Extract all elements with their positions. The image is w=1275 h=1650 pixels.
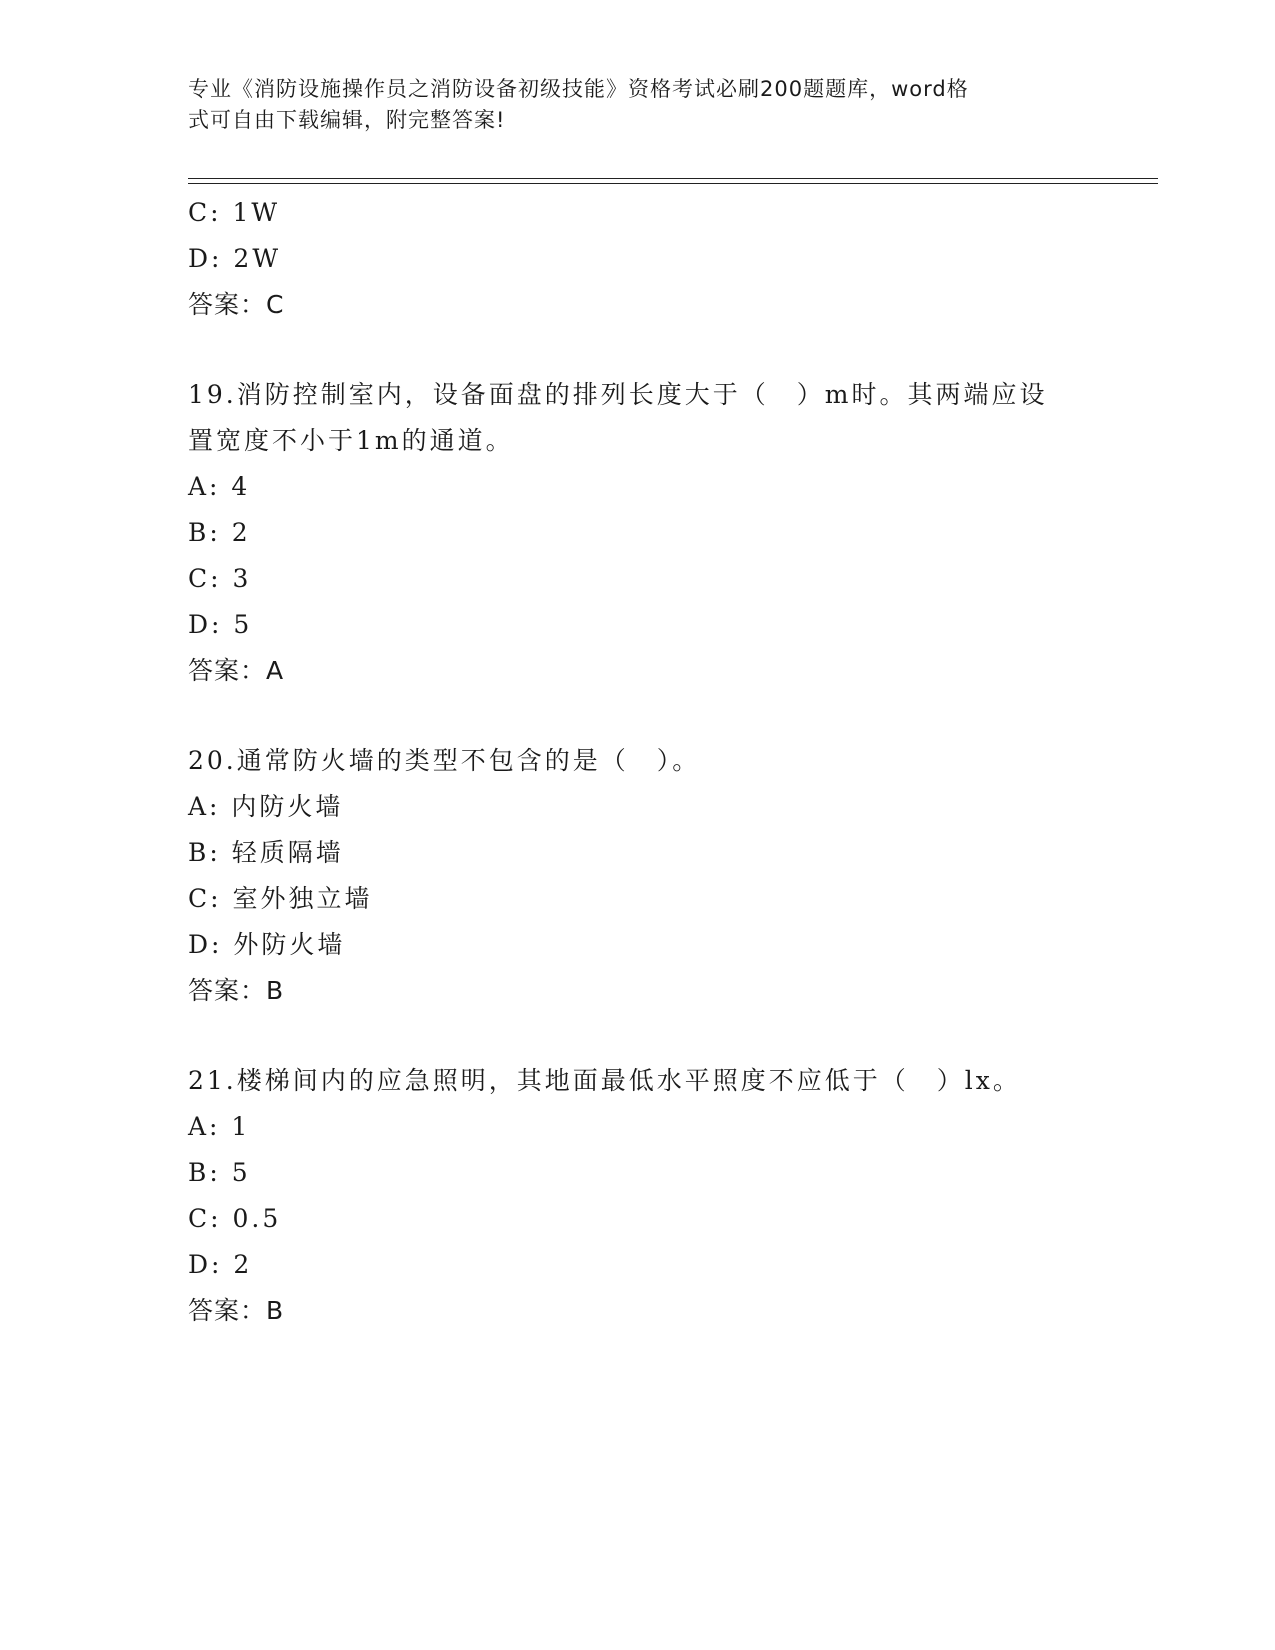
option-d: D: 2W: [188, 244, 282, 273]
header-divider-bottom: [188, 183, 1158, 184]
answer: 答案：C: [188, 290, 285, 319]
option-b: B: 2: [188, 518, 251, 547]
option-a: A: 1: [188, 1112, 251, 1141]
carryover-block: [188, 190, 1088, 328]
question-text-line-2: 置宽度不小于1m的通道。: [188, 426, 514, 455]
option-c: C: 3: [188, 564, 252, 593]
option-a: A: 4: [188, 472, 251, 501]
option-c: C: 室外独立墙: [188, 884, 373, 913]
answer: 答案：B: [188, 1296, 285, 1325]
answer: 答案：B: [188, 976, 285, 1005]
option-d: D: 外防火墙: [188, 930, 346, 959]
question-21: [188, 1058, 1088, 1334]
header-line-2: 式可自由下载编辑，附完整答案!: [188, 108, 506, 132]
option-a: A: 内防火墙: [188, 792, 344, 821]
option-d: D: 2: [188, 1250, 253, 1279]
header-line-1: 专业《消防设施操作员之消防设备初级技能》资格考试必刷200题题库，word格: [188, 77, 969, 101]
option-c: C: 0.5: [188, 1204, 282, 1233]
question-20: [188, 738, 1088, 1014]
option-c: C: 1W: [188, 198, 281, 227]
question-19: [188, 372, 1088, 694]
question-text-line-1: 20.通常防火墙的类型不包含的是（ ）。: [188, 746, 701, 775]
question-text-line-1: 19.消防控制室内，设备面盘的排列长度大于（ ）m时。其两端应设: [188, 380, 1048, 409]
header-divider-top: [188, 178, 1158, 179]
option-b: B: 5: [188, 1158, 251, 1187]
option-d: D: 5: [188, 610, 253, 639]
question-list: [188, 190, 1088, 1334]
question-text-line-1: 21.楼梯间内的应急照明，其地面最低水平照度不应低于（ ）lx。: [188, 1066, 1021, 1095]
option-b: B: 轻质隔墙: [188, 838, 344, 867]
answer: 答案：A: [188, 656, 285, 685]
document-header: [188, 74, 1068, 136]
